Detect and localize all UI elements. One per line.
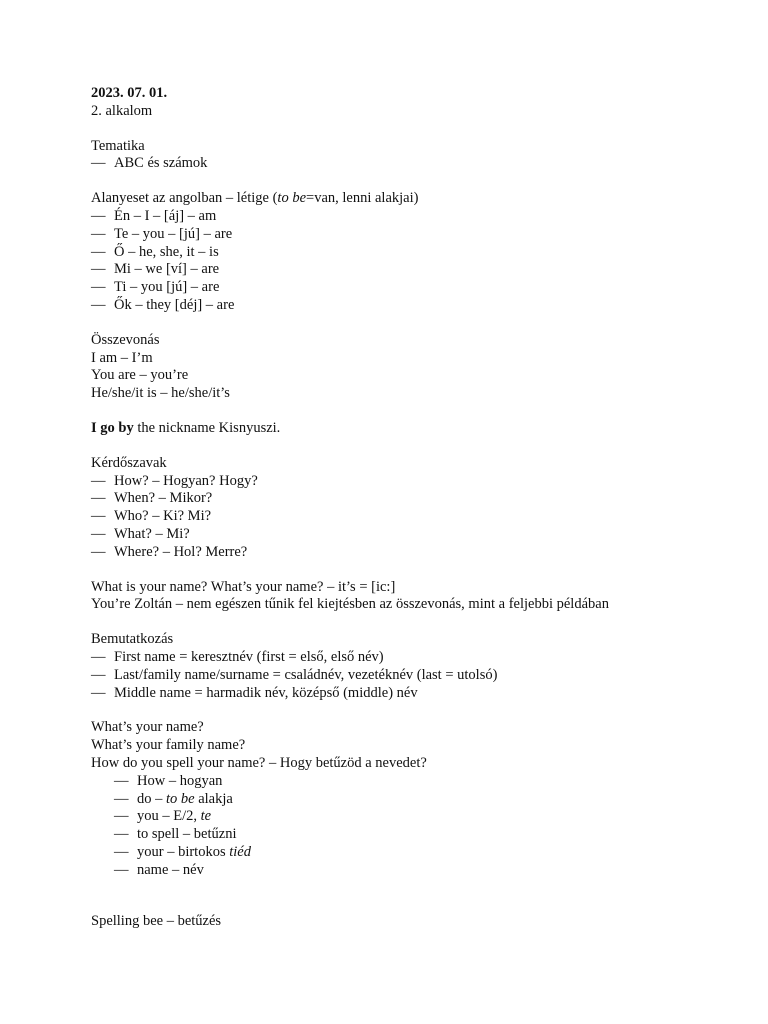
- text-part: you – E/2,: [137, 808, 201, 825]
- list-item-text: Én – I – [áj] – am: [114, 207, 217, 224]
- list-item-text: Ők – they [déj] – are: [114, 296, 235, 313]
- dash-bullet: —: [91, 296, 106, 313]
- list-item-text: [137, 844, 251, 862]
- text-line: You are – you’re: [91, 367, 189, 384]
- list-item: [91, 473, 741, 491]
- sub-list-item: [91, 791, 741, 809]
- dash-bullet: —: [114, 790, 129, 807]
- text-line: You’re Zoltán – nem egészen tűnik fel kiejtésben az összevonás, mint a feljebbi példában: [91, 596, 609, 613]
- text-part: your – birtokos: [137, 843, 230, 860]
- list-item-text: Ti – you [jú] – are: [114, 279, 220, 296]
- dash-bullet: —: [91, 525, 106, 542]
- sub-list-item: [91, 862, 741, 880]
- list-item: [91, 667, 741, 685]
- heading-text: =van, lenni alakjai): [306, 190, 419, 207]
- italic-part: te: [200, 808, 212, 825]
- text-line: What’s your name?: [91, 719, 204, 736]
- kerdoszavak-heading: Kérdőszavak: [91, 454, 167, 471]
- list-item-text: Where? – Hol? Merre?: [114, 543, 248, 560]
- text-line: How do you spell your name? – Hogy betűzöd a nevedet?: [91, 754, 427, 771]
- dash-bullet: —: [91, 472, 106, 489]
- dash-bullet: —: [114, 826, 129, 843]
- heading-italic-text: to be: [277, 190, 307, 207]
- sub-list-item: [91, 844, 741, 862]
- list-item-text: [137, 808, 211, 826]
- list-item: [91, 226, 741, 244]
- dash-bullet: —: [114, 808, 129, 825]
- list-item: [91, 208, 741, 226]
- osszevonas-heading: Összevonás: [91, 331, 160, 348]
- list-item: [91, 685, 741, 703]
- list-item-text: [137, 862, 204, 880]
- list-item-text: [137, 773, 222, 791]
- italic-part: to be: [166, 790, 195, 807]
- list-item-text: Who? – Ki? Mi?: [114, 508, 212, 525]
- dash-bullet: —: [114, 843, 129, 860]
- list-item-text: ABC és számok: [114, 155, 208, 172]
- list-item-text: What? – Mi?: [114, 525, 190, 542]
- dash-bullet: —: [91, 666, 106, 683]
- dash-bullet: —: [91, 243, 106, 260]
- text-line: I am – I’m: [91, 349, 153, 366]
- list-item-text: When? – Mikor?: [114, 490, 213, 507]
- list-item-text: Last/family name/surname = családnév, vezetéknév (last = utolsó): [114, 666, 498, 683]
- document-page: [91, 85, 741, 931]
- bemutatkozas-heading: Bemutatkozás: [91, 631, 174, 648]
- list-item: [91, 297, 741, 315]
- dash-bullet: —: [91, 543, 106, 560]
- text-part: alakja: [194, 790, 233, 807]
- sub-list-item: [91, 773, 741, 791]
- text-line: the nickname Kisnyuszi.: [133, 419, 281, 436]
- session-label: 2. alkalom: [91, 102, 153, 119]
- list-item: [91, 244, 741, 262]
- dash-bullet: —: [114, 772, 129, 789]
- list-item-text: Te – you – [jú] – are: [114, 225, 233, 242]
- list-item: [91, 508, 741, 526]
- text-line: What’s your family name?: [91, 737, 246, 754]
- dash-bullet: —: [91, 490, 106, 507]
- list-item-text: [137, 791, 233, 809]
- list-item-text: First name = keresztnév (first = első, első név): [114, 648, 384, 665]
- text-part: name – név: [137, 861, 204, 878]
- heading-text: Alanyeset az angolban – létige (: [91, 190, 278, 207]
- list-item: [91, 155, 741, 173]
- dash-bullet: —: [91, 648, 106, 665]
- text-line: He/she/it is – he/she/it’s: [91, 385, 230, 402]
- list-item-text: How? – Hogyan? Hogy?: [114, 472, 258, 489]
- sub-list-item: [91, 826, 741, 844]
- dash-bullet: —: [91, 261, 106, 278]
- list-item: [91, 544, 741, 562]
- text-part: to spell – betűzni: [137, 826, 237, 843]
- dash-bullet: —: [91, 508, 106, 525]
- text-line: What is your name? What’s your name? – it’s = [ic:]: [91, 578, 396, 595]
- dash-bullet: —: [91, 279, 106, 296]
- list-item: [91, 490, 741, 508]
- sub-list-item: [91, 808, 741, 826]
- dash-bullet: —: [91, 225, 106, 242]
- bold-phrase: I go by: [91, 419, 134, 436]
- list-item-text: [137, 826, 236, 844]
- alanyeset-heading: [91, 190, 741, 208]
- dash-bullet: —: [91, 155, 106, 172]
- list-item-text: Mi – we [ví] – are: [114, 261, 220, 278]
- dash-bullet: —: [91, 684, 106, 701]
- dash-bullet: —: [91, 207, 106, 224]
- italic-part: tiéd: [229, 843, 251, 860]
- text-part: How – hogyan: [137, 772, 223, 789]
- tematika-heading: Tematika: [91, 137, 145, 154]
- document-date: 2023. 07. 01.: [91, 85, 168, 101]
- list-item: [91, 526, 741, 544]
- text-line: Spelling bee – betűzés: [91, 913, 222, 930]
- list-item: [91, 261, 741, 279]
- list-item-text: Ő – he, she, it – is: [114, 243, 219, 260]
- nickname-line: [91, 420, 741, 438]
- list-item: [91, 649, 741, 667]
- list-item: [91, 279, 741, 297]
- dash-bullet: —: [114, 861, 129, 878]
- text-part: do –: [137, 790, 166, 807]
- list-item-text: Middle name = harmadik név, középső (middle) név: [114, 684, 418, 701]
